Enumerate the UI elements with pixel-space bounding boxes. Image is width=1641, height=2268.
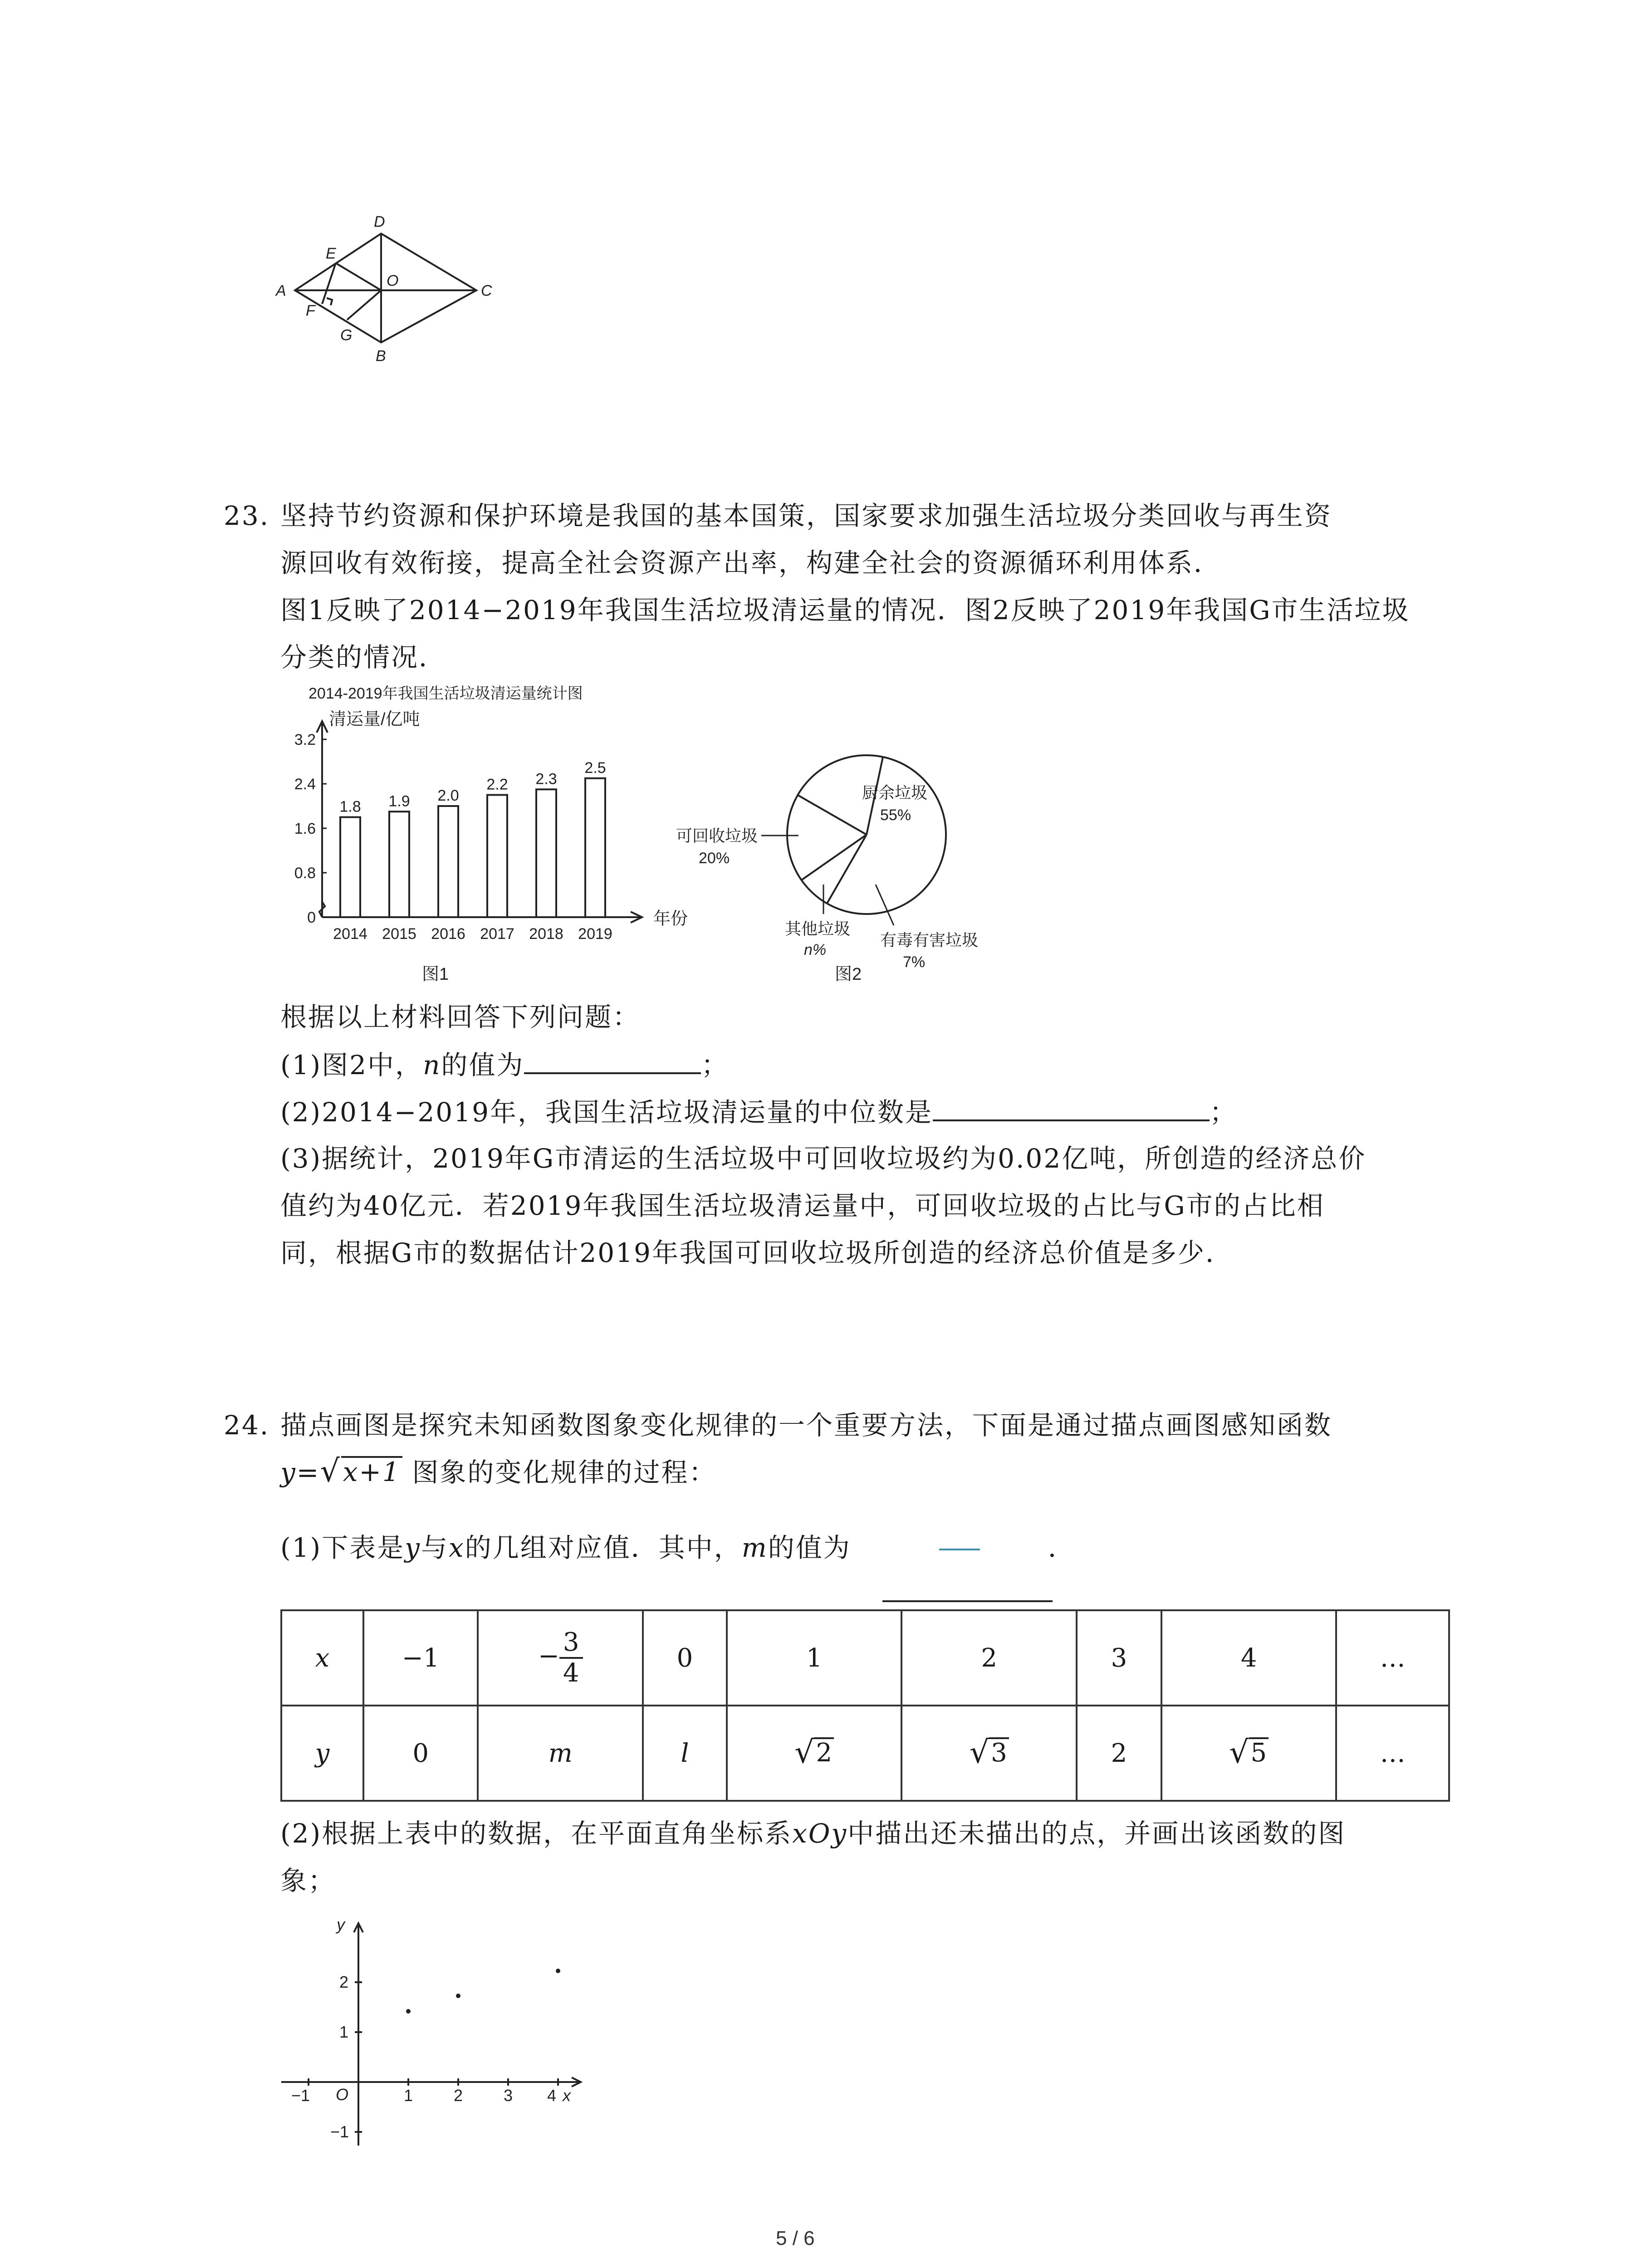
q24-line2: y= √ x+1 图象的变化规律的过程： — [280, 1453, 717, 1489]
bar-chart-ytick-label: 0 — [307, 909, 316, 926]
bar-category-label: 2019 — [578, 925, 612, 943]
bar-chart-ytick-label: 3.2 — [294, 731, 316, 748]
xtick-4: 4 — [547, 2086, 557, 2105]
xtick-1: 1 — [404, 2086, 413, 2105]
bar-category-label: 2016 — [431, 925, 465, 943]
frac-cell: − $\frac{3}{4}$ — [478, 1610, 643, 1706]
q23-line3: 图1反映了2014−2019年我国生活垃圾清运量的情况．图2反映了2019年我国G市生活垃圾 — [280, 595, 1410, 626]
label-g: G — [340, 327, 353, 344]
q23-number: 23. — [224, 500, 270, 531]
fraction-minus-three-quarters: $\frac{3}{4}$ — [559, 1628, 583, 1688]
figure2-caption: 图2 — [835, 965, 862, 984]
pie-chart-figure2 — [658, 735, 1066, 989]
pie-pct-kitchen: 55% — [880, 807, 911, 824]
bar-chart-ytick-label: 2.4 — [294, 776, 316, 793]
bar-2016 — [438, 806, 458, 917]
plotted-point — [556, 1969, 560, 1973]
ytick-2: 2 — [339, 1973, 349, 1991]
label-b: B — [376, 347, 386, 365]
q23-line2: 源回收有效衔接，提高全社会资源产出率，构建全社会的资源循环利用体系． — [280, 547, 1222, 578]
q24-part2-line1: (2)根据上表中的数据，在平面直角坐标系xOy中描出还未描出的点，并画出该函数的图 — [280, 1818, 1346, 1849]
pie-label-recyclable: 可回收垃圾 — [676, 826, 758, 845]
bar-value-label: 2.3 — [535, 770, 557, 788]
bar-2015 — [389, 811, 409, 917]
q24-part2-line2: 象； — [280, 1865, 336, 1896]
q23-answer-blank-2[interactable] — [933, 1088, 1210, 1121]
q24-answer-blank[interactable] — [882, 1600, 1053, 1602]
axis-label-y: y — [337, 1915, 345, 1934]
bar-2014 — [340, 817, 360, 918]
bar-chart-ylabel: 清运量/亿吨 — [329, 710, 420, 729]
bar-value-label: 2.5 — [584, 759, 606, 777]
pie-slice-boundary-3 — [801, 835, 867, 880]
bar-2017 — [487, 795, 507, 918]
bar-2019 — [585, 778, 605, 917]
coordinate-plane — [272, 1905, 599, 2177]
bar-value-label: 1.8 — [339, 798, 361, 816]
bar-chart-title: 2014-2019年我国生活垃圾清运量统计图 — [309, 685, 583, 702]
q23-part1: (1)图2中，n的值为 ； — [280, 1041, 729, 1089]
origin-label: O — [336, 2085, 349, 2104]
q23-answer-blank-1[interactable] — [524, 1041, 701, 1074]
pie-slice-boundary-2 — [798, 795, 867, 835]
table-row-x: x −1 − $\frac{3}{4}$ 0 1 2 3 4 … — [281, 1610, 1449, 1706]
q23-prompt: 根据以上材料回答下列问题： — [280, 1002, 641, 1032]
bar-value-label: 1.9 — [388, 792, 410, 810]
q24-answer-dash — [939, 1549, 980, 1550]
bar-category-label: 2018 — [529, 925, 563, 943]
q23-part3-line3: 同，根据G市的数据估计2019年我国可回收垃圾所创造的经济总价值是多少． — [280, 1237, 1233, 1268]
q24-number: 24. — [224, 1410, 270, 1441]
label-c: C — [481, 282, 492, 299]
label-d: D — [374, 213, 385, 230]
pie-pct-other: n% — [804, 941, 827, 958]
bar-chart-xlabel: 年份 — [653, 909, 688, 929]
axis-label-x: x — [563, 2086, 571, 2105]
bar-category-label: 2017 — [480, 925, 514, 943]
q24-part1: (1)下表是y与x的几组对应值．其中，m的值为 — [280, 1532, 851, 1563]
pie-slice-boundary-4 — [827, 835, 867, 904]
bar-value-label: 2.0 — [437, 787, 459, 804]
q24-part1-end: ． — [1048, 1532, 1076, 1563]
ytick-neg1: −1 — [330, 2122, 349, 2141]
q24-sqrt-expression: √ x+1 — [320, 1456, 402, 1485]
pie-label-other: 其他垃圾 — [785, 919, 851, 938]
q23-part2: (2)2014−2019年，我国生活垃圾清运量的中位数是 ； — [280, 1088, 1237, 1136]
pie-label-kitchen: 厨余垃圾 — [862, 783, 928, 802]
xtick-2: 2 — [454, 2086, 463, 2105]
xtick-neg1: −1 — [291, 2086, 310, 2105]
bar-chart-ytick-label: 0.8 — [294, 865, 316, 882]
pie-pct-toxic: 7% — [903, 953, 926, 971]
label-f: F — [306, 302, 315, 319]
bar-value-label: 2.2 — [486, 776, 508, 793]
page-number: 5 / 6 — [776, 2227, 815, 2249]
pie-pct-recyclable: 20% — [699, 850, 730, 867]
label-a: A — [276, 282, 286, 299]
q23-part3-line1: (3)据统计，2019年G市清运的生活垃圾中可回收垃圾约为0.02亿吨，所创造的经济总价 — [280, 1143, 1367, 1174]
q23-line1: 坚持节约资源和保护环境是我国的基本国策，国家要求加强生活垃圾分类回收与再生资 — [280, 500, 1332, 531]
label-o: O — [387, 272, 399, 289]
rhombus-outline — [295, 234, 476, 342]
label-e: E — [326, 245, 336, 262]
plotted-point — [456, 1994, 460, 1998]
table-row-y: y 0 m l √ 2 √ 3 2 √ 5 … — [281, 1706, 1449, 1801]
figure1-caption: 图1 — [422, 965, 449, 984]
bar-chart-ytick-label: 1.6 — [294, 820, 316, 837]
bar-chart-figure1 — [286, 680, 703, 989]
q24-line1: 描点画图是探究未知函数图象变化规律的一个重要方法，下面是通过描点画图感知函数 — [280, 1410, 1332, 1441]
plotted-point — [406, 2009, 411, 2014]
xtick-3: 3 — [504, 2086, 513, 2105]
rhombus-diagram — [268, 209, 504, 372]
bar-category-label: 2015 — [382, 925, 416, 943]
bar-2018 — [536, 789, 556, 917]
bar-category-label: 2014 — [333, 925, 367, 943]
q24-value-table — [280, 1609, 1450, 1802]
ytick-1: 1 — [339, 2023, 349, 2041]
pie-label-toxic: 有毒有害垃圾 — [880, 931, 979, 949]
q23-line4: 分类的情况． — [280, 642, 447, 673]
q23-part3-line2: 值约为40亿元．若2019年我国生活垃圾清运量中，可回收垃圾的占比与G市的占比相 — [280, 1190, 1325, 1221]
